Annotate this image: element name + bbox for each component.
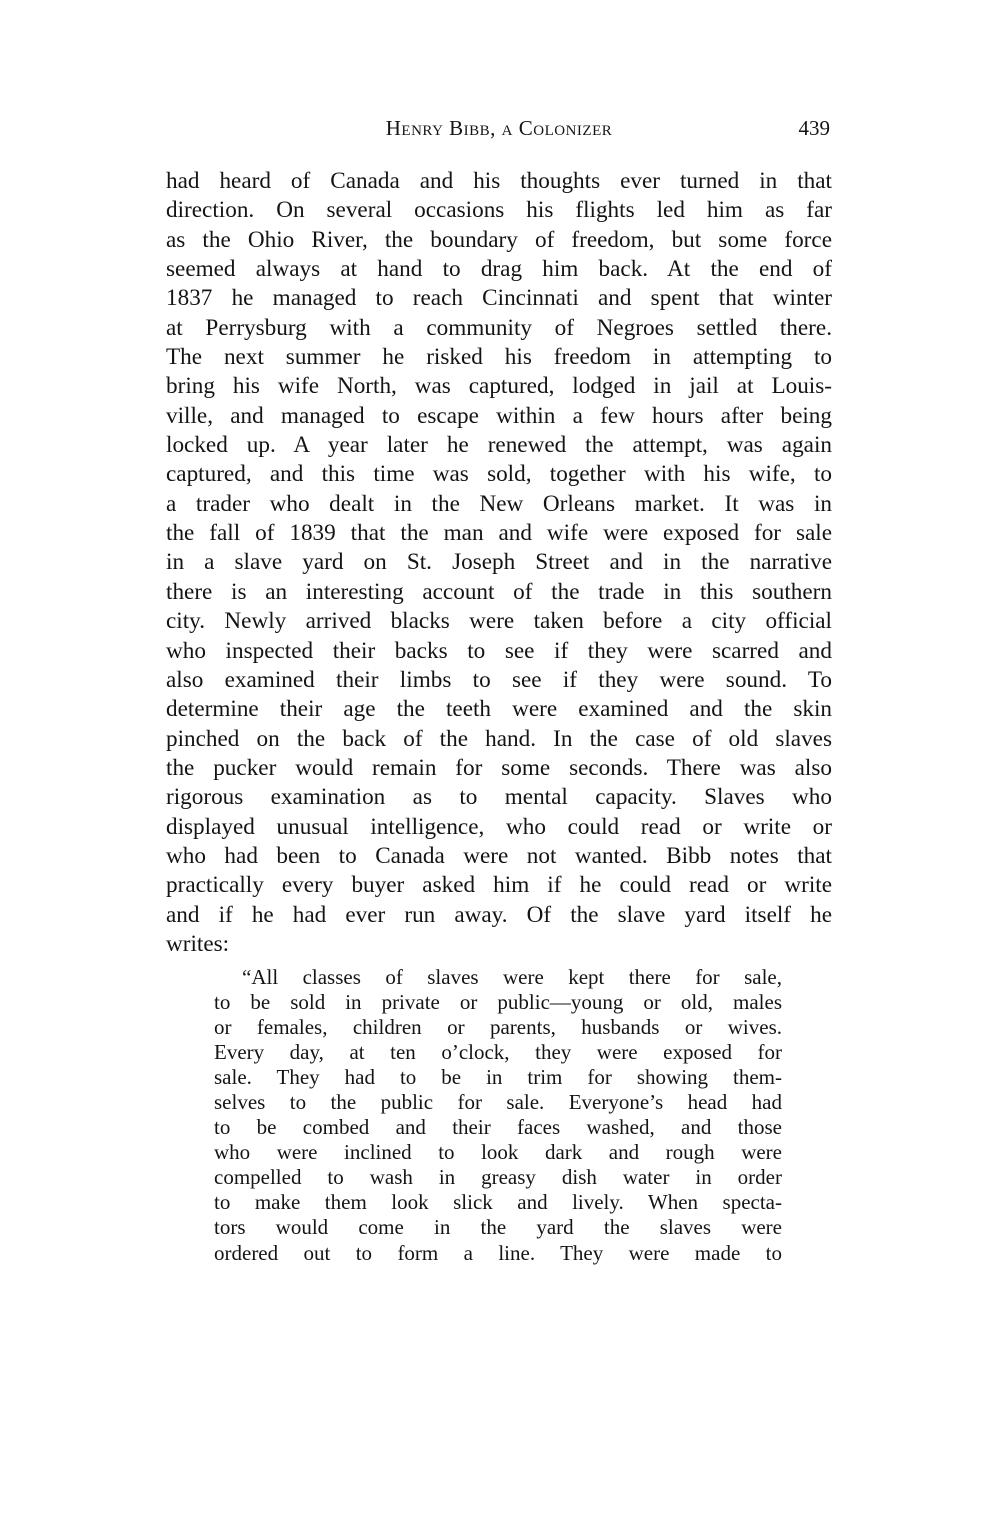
running-title: Henry Bibb, a Colonizer [385,116,613,140]
text-line: who had been to Canada were not wanted. Bibb notes that [166,842,832,869]
text-line: displayed unusual intelligence, who could read or write or [166,813,832,840]
text-line: in a slave yard on St. Joseph Street and in the narrative [166,549,832,576]
text-line: the fall of 1839 that the man and wife were exposed for sale [166,520,832,547]
text-line: writes: [166,930,230,957]
text-line: rigorous examination as to mental capacity. Slaves who [166,784,832,811]
text-line: and if he had ever run away. Of the slave yard itself he [166,901,832,928]
quote-line: Every day, at ten o’clock, they were exposed for [214,1040,782,1065]
text-line: there is an interesting account of the trade in this southern [166,578,832,605]
quote-line: selves to the public for sale. Everyone’s head had [214,1090,782,1115]
text-line: as the Ohio River, the boundary of freedom, but some force [166,226,832,253]
quote-line: who were inclined to look dark and rough were [214,1140,782,1165]
running-head [166,116,832,146]
quote-line: sale. They had to be in trim for showing them- [214,1065,782,1090]
quote-line: compelled to wash in greasy dish water in order [214,1165,782,1190]
text-line: 1837 he managed to reach Cincinnati and spent that winter [166,285,832,312]
text-line: seemed always at hand to drag him back. At the end of [166,256,832,283]
quote-line: to be combed and their faces washed, and those [214,1115,782,1140]
quote-line: to be sold in private or public—young or old, males [214,990,782,1015]
body-paragraph [166,167,832,959]
quote-line: to make them look slick and lively. When specta- [214,1190,782,1215]
text-line: city. Newly arrived blacks were taken before a city official [166,608,832,635]
text-line: locked up. A year later he renewed the attempt, was again [166,432,832,459]
quote-line: tors would come in the yard the slaves were [214,1215,782,1240]
text-line: the pucker would remain for some seconds. There was also [166,754,832,781]
text-line: at Perrysburg with a community of Negroes settled there. [166,314,832,341]
page-number: 439 [798,116,830,140]
quote-line: or females, children or parents, husbands or wives. [214,1015,782,1040]
quote-line: ordered out to form a line. They were made to [214,1240,782,1265]
text-line: direction. On several occasions his flights led him as far [166,197,832,224]
quote-line: “All classes of slaves were kept there for sale, [242,965,782,989]
text-line: practically every buyer asked him if he could read or write [166,872,832,899]
text-line: a trader who dealt in the New Orleans market. It was in [166,490,832,517]
text-line: who inspected their backs to see if they were scarred and [166,637,832,664]
block-quote [214,965,782,1266]
text-line: pinched on the back of the hand. In the case of old slaves [166,725,832,752]
text-line: had heard of Canada and his thoughts ever turned in that [166,168,832,194]
text-line: The next summer he risked his freedom in attempting to [166,344,832,371]
text-line: also examined their limbs to see if they were sound. To [166,666,832,693]
text-line: bring his wife North, was captured, lodged in jail at Louis- [166,373,832,400]
text-line: ville, and managed to escape within a few hours after being [166,402,832,429]
text-line: captured, and this time was sold, together with his wife, to [166,461,832,488]
text-line: determine their age the teeth were examined and the skin [166,696,832,723]
